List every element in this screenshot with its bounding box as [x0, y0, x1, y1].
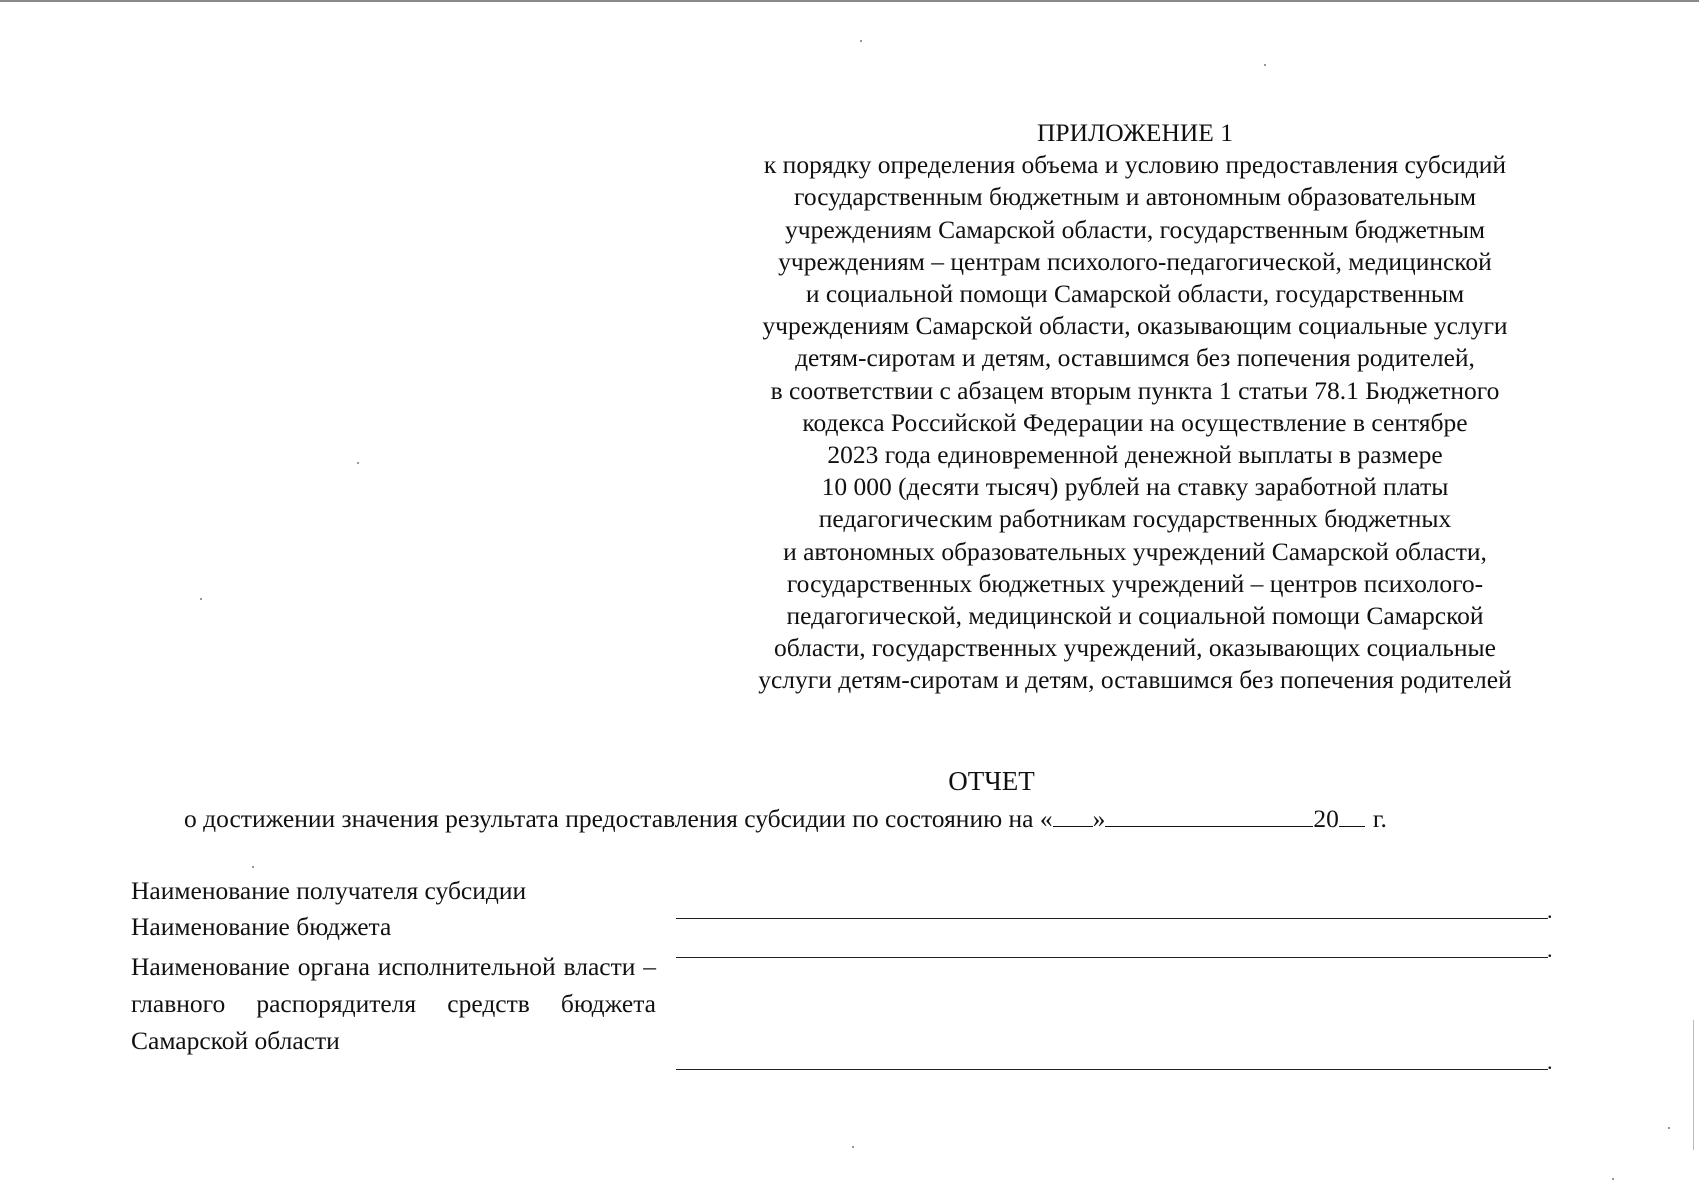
month-blank-field[interactable]	[1105, 802, 1313, 827]
appendix-line: услуги детям-сиротам и детям, оставшимся без попечения родителей	[758, 665, 1512, 695]
appendix-line: 2023 года единовременной денежной выплаты в размере	[827, 440, 1443, 470]
scan-speck	[852, 1146, 854, 1148]
scan-speck	[1612, 1178, 1614, 1180]
report-title-text: ОТЧЕТ	[948, 766, 1035, 796]
scan-speck	[357, 462, 359, 464]
appendix-line: к порядку определения объема и условию предоставления субсидий	[763, 150, 1507, 180]
report-title	[0, 766, 1699, 797]
appendix-line: области, государственных учреждений, оказывающих социальные	[774, 633, 1496, 663]
scan-speck	[252, 866, 254, 868]
appendix-line: государственных бюджетных учреждений – центров психолого-	[786, 568, 1484, 598]
budget-label: Наименование бюджета	[131, 912, 392, 941]
appendix-line: учреждениям – центрам психолого-педагогической, медицинской	[778, 246, 1492, 276]
budget-line-end: .	[1547, 937, 1553, 962]
quote-close: »	[1092, 804, 1106, 833]
appendix-line: педагогическим работникам государственных бюджетных	[818, 504, 1452, 534]
authority-line-end: .	[1547, 1049, 1553, 1074]
year-suffix: г.	[1372, 804, 1387, 833]
scan-speck	[1668, 1127, 1670, 1129]
report-subtitle-text: о достижении значения результата предоставления субсидии по состоянию на «	[184, 804, 1053, 833]
report-subtitle	[184, 802, 1387, 834]
appendix-line: и автономных образовательных учреждений Самарской области,	[783, 536, 1487, 566]
recipient-label: Наименование получателя субсидии	[131, 876, 527, 905]
year-blank-field[interactable]	[1339, 802, 1365, 827]
year-prefix: 20	[1313, 804, 1339, 833]
scan-speck	[200, 598, 202, 600]
day-blank-field[interactable]	[1053, 802, 1093, 827]
appendix-line: кодекса Российской Федерации на осуществление в сентябре	[802, 407, 1468, 437]
scan-edge-line	[1693, 1020, 1694, 1150]
recipient-line-end: .	[1547, 898, 1553, 923]
appendix-line: детям-сиротам и детям, оставшимся без попечения родителей,	[795, 343, 1475, 373]
recipient-line-field[interactable]	[676, 918, 1548, 919]
scan-speck	[1264, 64, 1266, 66]
appendix-line: государственным бюджетным и автономным образовательным	[794, 182, 1476, 212]
appendix-line: в соответствии с абзацем вторым пункта 1 статьи 78.1 Бюджетного	[770, 375, 1500, 405]
appendix-line: учреждениям Самарской области, оказывающим социальные услуги	[762, 311, 1508, 341]
appendix-title: ПРИЛОЖЕНИЕ 1	[1036, 118, 1234, 147]
budget-line-field[interactable]	[676, 957, 1548, 958]
appendix-line: 10 000 (десяти тысяч) рублей на ставку заработной платы	[821, 472, 1449, 502]
appendix-block	[735, 117, 1535, 697]
scan-speck	[860, 40, 862, 42]
appendix-line: учреждениям Самарской области, государственным бюджетным	[785, 214, 1485, 244]
appendix-line: и социальной помощи Самарской области, государственным	[805, 279, 1465, 309]
authority-label: Наименование органа исполнительной власти – главного распорядителя средств бюджета Самарской области	[131, 952, 656, 1055]
appendix-line: педагогической, медицинской и социальной помощи Самарской	[786, 601, 1484, 631]
top-border-rule	[0, 0, 1699, 2]
authority-line-field[interactable]	[676, 1069, 1548, 1070]
